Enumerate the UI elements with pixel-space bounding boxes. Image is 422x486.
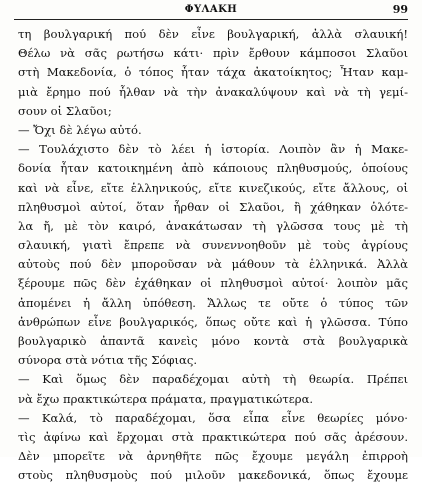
- running-head: [14, 3, 408, 19]
- text-line: τὶς ἀφίνω καὶ ἔρχομαι στὰ πρακτικώτερα πού σᾶς ἀρέσουν.: [18, 429, 408, 444]
- text-line: — Τουλάχιστο δὲν τὸ λέει ἡ ἱστορία. Λοιπὸν ἂν ἡ Μακε-: [18, 142, 408, 157]
- text-line: ἀπομένει ἡ ἄλλη ὑπόθεση. Ἄλλως τε οὔτε ὁ τύπος τῶν: [18, 295, 408, 310]
- text-line: καὶ νὰ εἶνε, εἴτε ἑλληνικούς, εἴτε κινεζικούς, εἴτε ἄλλους, οἱ: [18, 180, 408, 195]
- text-line: νὰ ἔχω πρακτικώτερα πράματα, πραγματικώτερα.: [18, 391, 314, 406]
- text-line: στοὺς πληθυσμοὺς πού μιλοῦν μακεδονικά, ὅπως ἔχουμε: [18, 468, 408, 483]
- running-title: ΦΥΛΑΚΗ: [184, 4, 238, 15]
- text-line: σύνορα στὰ νότια τῆς Σόφιας.: [18, 353, 198, 368]
- text-line: σλαυική, γιατὶ ἔπρεπε νὰ συνεννοηθοῦν μὲ τοὺς ἀγρίους: [18, 238, 408, 253]
- text-line: ξέρουμε πῶς δὲν ἐχάθηκαν οἱ πληθυσμοὶ αὐτοί· λοιπὸν μᾶς: [18, 276, 408, 291]
- text-line: Δὲν μπορεῖτε νὰ ἀρνηθῆτε πῶς ἔχουμε μεγάλη ἐπιρροὴ: [18, 449, 408, 464]
- text-line: μιὰ ἔρημο πού ἦλθαν νὰ τὴν ἀνακαλύψουν καὶ νὰ τὴ γεμί-: [18, 84, 408, 99]
- text-line: πληθυσμοὶ αὐτοί, ὅταν ἦρθαν οἱ Σλαῦοι, ἢ χάθηκαν ὁλότε-: [18, 199, 408, 214]
- text-line: — Καὶ ὅμως δὲν παραδέχομαι αὐτὴ τὴ θεωρία. Πρέπει: [18, 372, 408, 387]
- text-line: ἀνθρώπων εἶνε βουλγαρικός, ὅπως οὔτε καὶ ἡ γλῶσσα. Τύπο: [18, 314, 408, 329]
- text-line: τη βουλγαρική πού δὲν εἶνε βουλγαρική, ἀλλὰ σλαυική!: [18, 27, 408, 41]
- text-line: Θέλω νὰ σᾶς ρωτήσω κάτι· πρὶν ἔρθουν κάμποσοι Σλαῦοι: [18, 46, 408, 61]
- text-line: λα ἤ, μὲ τὸν καιρό, ἀνακάτωσαν τὴ γλῶσσα τους μὲ τὴ: [18, 218, 408, 233]
- text-line: βουλγαρικὸ ἀπαντᾶ κανεὶς μόνο κοντὰ στὰ βουλγαρικὰ: [18, 334, 408, 348]
- text-line: — Ὄχι δὲ λέγω αὐτό.: [18, 122, 142, 137]
- text-line: — Καλά, τὸ παραδέχομαι, ὅσα εἶπα εἶνε θεωρίες μόνο·: [18, 410, 408, 425]
- header-rule: [14, 19, 408, 20]
- text-line: σουν οἱ Σλαῦοι;: [18, 103, 112, 118]
- text-line: αὐτοὺς πού δὲν μποροῦσαν νὰ μάθουν τὰ ἑλληνικά. Ἀλλὰ: [18, 257, 408, 272]
- body-text: [18, 25, 408, 486]
- page-number: 99: [392, 3, 408, 16]
- text-line: δονία ἦταν κατοικημένη ἀπὸ κάποιους πληθυσμούς, ὁποίους: [18, 161, 408, 176]
- text-line: στὴ Μακεδονία, ὁ τόπος ἦταν τάχα ἀκατοίκητος; Ἦταν καμ-: [18, 65, 408, 80]
